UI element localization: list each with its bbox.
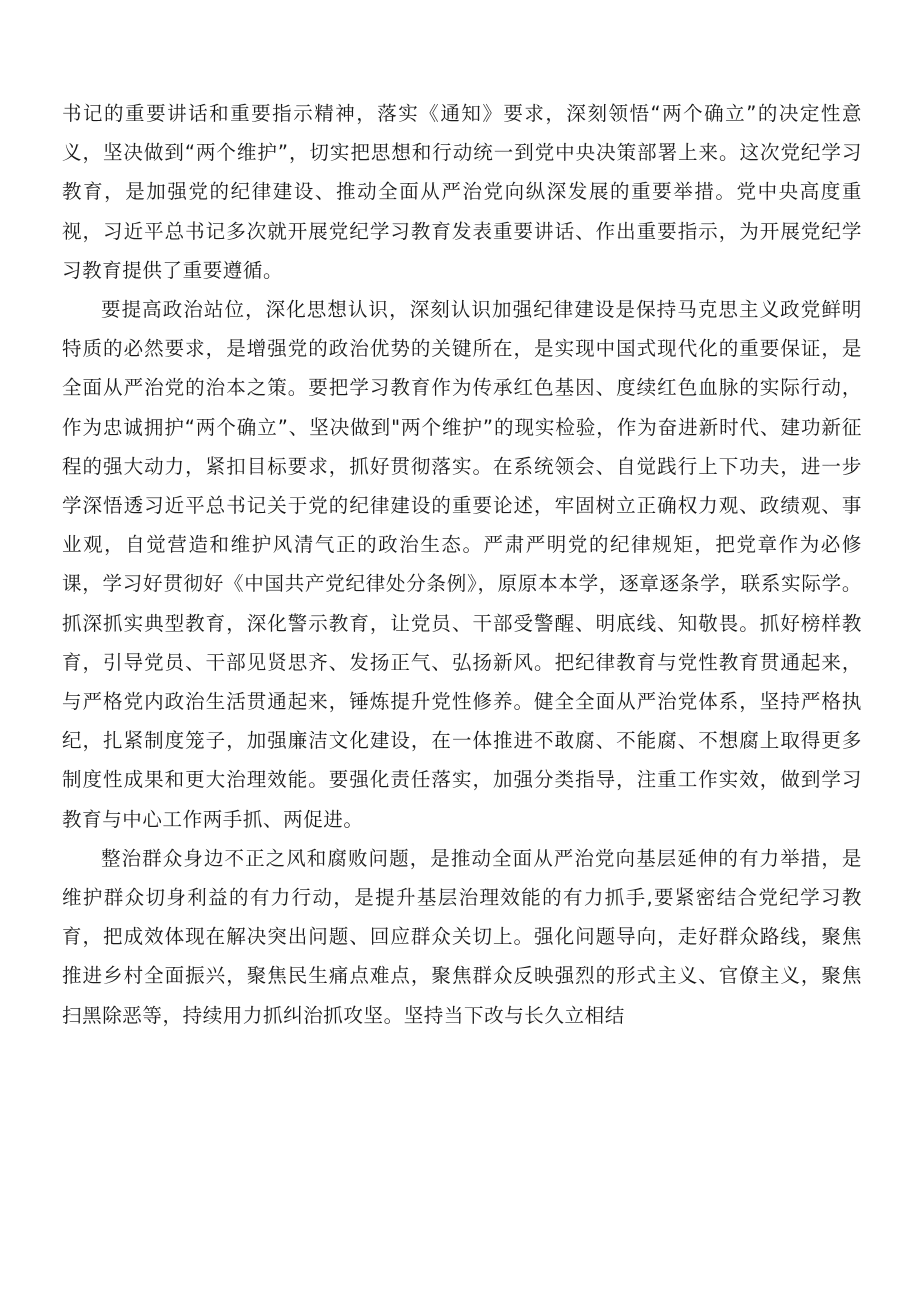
paragraph-political-stance: 要提高政治站位，深化思想认识，深刻认识加强纪律建设是保持马克思主义政党鲜明特质的必然要求，是增强党的政治优势的关键所在，是实现中国式现代化的重要保证，是全面从严治党的治本之策。要把学习教育作为传承红色基因、度续红色血脉的实际行动，作为忠诚拥护“两个确立”、坚决做到"两个维护”的现实检验，作为奋进新时代、建功新征程的强大动力，紧扣目标要求，抓好贯彻落实。在系统领会、自觉践行上下功夫，进一步学深悟透习近平总书记关于党的纪律建设的重要论述，牢固树立正确权力观、政绩观、事业观，自觉营造和维护风清气正的政治生态。严肃严明党的纪律规矩，把党章作为必修课，学习好贯彻好《中国共产党纪律处分条例》，原原本本学，逐章逐条学，联系实际学。抓深抓实典型教育，深化警示教育，让党员、干部受警醒、明底线、知敬畏。抓好榜样教育，引导党员、干部见贤思齐、发扬正气、弘扬新风。把纪律教育与党性教育贯通起来，与严格党内政治生活贯通起来，锤炼提升党性修养。健全全面从严治党体系，坚持严格执纪，扎紧制度笼子，加强廉洁文化建设，在一体推进不敢腐、不能腐、不想腐上取得更多制度性成果和更大治理效能。要强化责任落实，加强分类指导，注重工作实效，做到学习教育与中心工作两手抓、两促进。	[62, 298, 862, 831]
paragraph-grassroots-rectification: 整治群众身边不正之风和腐败问题，是推动全面从严治党向基层延伸的有力举措，是维护群众切身利益的有力行动，是提升基层治理效能的有力抓手,要紧密结合党纪学习教育，把成效体现在解决突出问题、回应群众关切上。强化问题导向，走好群众路线，聚焦推进乡村全面振兴，聚焦民生痛点难点，聚焦群众反映强烈的形式主义、官僚主义，聚焦扫黑除恶等，持续用力抓纠治抓攻坚。坚持当下改与长久立相结	[62, 846, 862, 1027]
paragraph-continuation: 书记的重要讲话和重要指示精神，落实《通知》要求，深刻领悟“两个确立”的决定性意义，坚决做到“两个维护”，切实把思想和行动统一到党中央决策部署上来。这次党纪学习教育，是加强党的纪律建设、推动全面从严治党向纵深发展的重要举措。党中央高度重视，习近平总书记多次就开展党纪学习教育发表重要讲话、作出重要指示，为开展党纪学习教育提供了重要遵循。	[62, 102, 862, 282]
document-body	[62, 94, 862, 1035]
